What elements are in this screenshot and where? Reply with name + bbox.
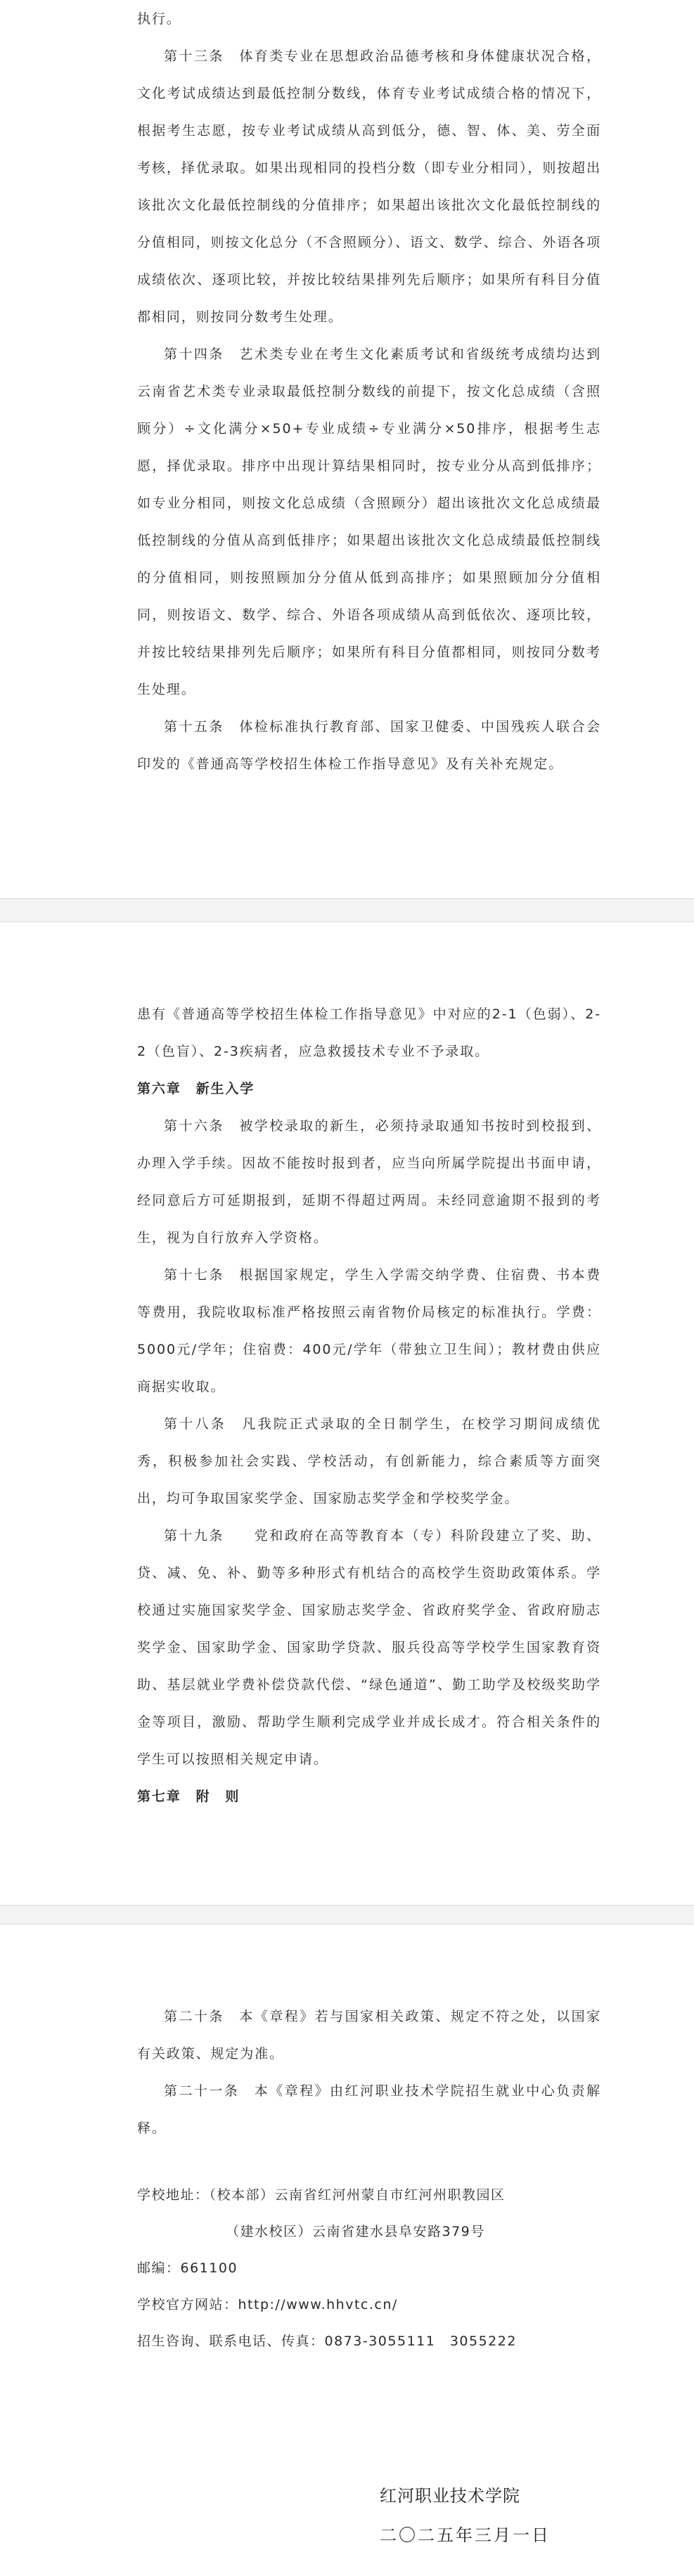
signature-date: 二〇二五年三月一日 xyxy=(380,2525,551,2545)
document-page-2 xyxy=(0,922,694,1905)
article-13: 第十三条 体育类专业在思想政治品德考核和身体健康状况合格，文化考试成绩达到最低控制分数线，体育专业考试成绩合格的情况下，根据考生志愿，按专业考试成绩从高到低分，德、智、体、美、劳全面考核，择优录取。如果出现相同的投档分数（即专业分相同），则按超出该批次文化最低控制线的分值排序；如果超出该批次文化最低控制线的分值相同，则按文化总分（不含照顾分）、语文、数学、综合、外语各项成绩依次、逐项比较，并按比较结果排列先后顺序；如果所有科目分值都相同，则按同分数考生处理。 xyxy=(137,48,601,325)
document-page-3 xyxy=(0,1924,694,2576)
chapter-6-heading: 第六章 新生入学 xyxy=(137,1081,255,1096)
signature-block xyxy=(380,2476,577,2555)
page-1-body xyxy=(137,1,601,783)
contact-info xyxy=(137,2177,601,2360)
continued-text: 执行。 xyxy=(137,11,181,27)
article-19: 第十九条 党和政府在高等教育本（专）科阶段建立了奖、助、贷、减、免、补、勤等多种形式有机结合的高校学生资助政策体系。学校通过实施国家奖学金、国家励志奖学金、省政府奖学金、省政府励志奖学金、国家助学金、国家助学贷款、服兵役高等学校学生国家教育资助、基层就业学费补偿贷款代偿、“绿色通道”、勤工助学及校级奖助学金等项目，激励、帮助学生顺利完成学业并成长成才。符合相关条件的学生可以按照相关规定申请。 xyxy=(137,1528,601,1767)
article-15: 第十五条 体检标准执行教育部、国家卫健委、中国残疾人联合会印发的《普通高等学校招生体检工作指导意见》及有关补充规定。 xyxy=(137,719,601,772)
article-14: 第十四条 艺术类专业在考生文化素质考试和省级统考成绩均达到云南省艺术类专业录取最低控制分数线的前提下，按文化总成绩（含照顾分）÷文化满分×50+专业成绩÷专业满分×50排序，根据考生志愿，择优录取。排序中出现计算结果相同时，按专业分从高到低排序；如专业分相同，则按文化总成绩（含照顾分）超出该批次文化总成绩最低控制线的分值从高到低排序；如果超出该批次文化总成绩最低控制线的分值相同，则按照顾加分分值从低到高排序；如果照顾加分分值相同，则按语文、数学、综合、外语各项成绩从高到低依次、逐项比较，并按比较结果排列先后顺序；如果所有科目分值都相同，则按同分数考生处理。 xyxy=(137,347,601,697)
page-2-body xyxy=(137,996,601,1816)
page-separator xyxy=(0,898,694,922)
branch-address: （建水校区）云南省建水县阜安路379号 xyxy=(226,2224,485,2239)
continued-text: 患有《普通高等学校招生体检工作指导意见》中对应的2-1（色弱）、2-2（色盲）、2-3疾病者，应急救援技术专业不予录取。 xyxy=(137,1007,601,1059)
page-separator xyxy=(0,1905,694,1924)
signature-org: 红河职业技术学院 xyxy=(380,2486,520,2506)
article-16: 第十六条 被学校录取的新生，必须持录取通知书按时到校报到、办理入学手续。因故不能按时报到者，应当向所属学院提出书面申请，经同意后方可延期报到，延期不得超过两周。未经同意逾期不报到的考生，视为自行放弃入学资格。 xyxy=(137,1118,601,1245)
article-17: 第十七条 根据国家规定，学生入学需交纳学费、住宿费、书本费等费用，我院收取标准严格按照云南省物价局核定的标准执行。学费：5000元/学年；住宿费：400元/学年（带独立卫生间）；教材费由供应商据实收取。 xyxy=(137,1267,601,1394)
document-page-1 xyxy=(0,0,694,898)
postcode: 邮编：661100 xyxy=(137,2260,238,2276)
chapter-7-heading: 第七章 附 则 xyxy=(137,1789,240,1804)
school-address: 学校地址：（校本部）云南省红河州蒙自市红河州职教园区 xyxy=(137,2187,506,2203)
contact-phone: 招生咨询、联系电话、传真：0873-3055111 3055222 xyxy=(137,2334,517,2349)
article-18: 第十八条 凡我院正式录取的全日制学生，在校学习期间成绩优秀，积极参加社会实践、学校活动，有创新能力，综合素质等方面突出，均可争取国家奖学金、国家励志奖学金和学校奖学金。 xyxy=(137,1416,601,1506)
page-3-body xyxy=(137,1998,601,2360)
website: 学校官方网站：http://www.hhvtc.cn/ xyxy=(137,2297,398,2312)
article-20: 第二十条 本《章程》若与国家相关政策、规定不符之处，以国家有关政策、规定为准。 xyxy=(137,2009,601,2062)
article-21: 第二十一条 本《章程》由红河职业技术学院招生就业中心负责解释。 xyxy=(137,2083,601,2136)
